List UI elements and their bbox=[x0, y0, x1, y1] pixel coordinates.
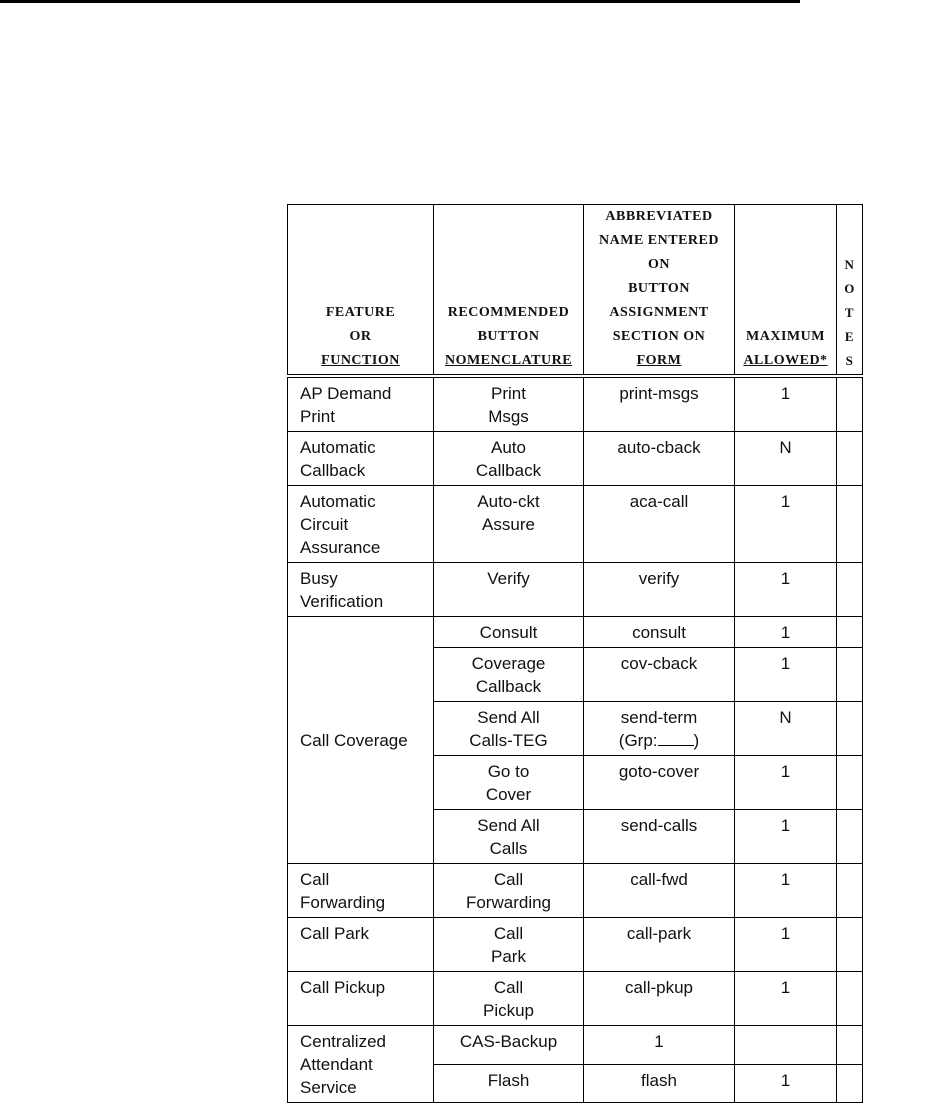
notes-cell bbox=[837, 1026, 863, 1065]
feature-cell: Call Pickup bbox=[288, 972, 434, 1026]
abbrev-cell: print-msgs bbox=[584, 376, 735, 432]
group-blank: (Grp: ) bbox=[618, 731, 700, 750]
abbrev-cell: verify bbox=[584, 563, 735, 617]
abbrev-cell: send-term (Grp: ) bbox=[584, 702, 735, 756]
table-row bbox=[288, 376, 863, 432]
feature-cell: AP Demand Print bbox=[288, 376, 434, 432]
header-feature: FEATURE OR FUNCTION bbox=[288, 205, 434, 377]
notes-cell bbox=[837, 563, 863, 617]
max-cell: 1 bbox=[735, 648, 837, 702]
max-cell: 1 bbox=[735, 376, 837, 432]
notes-cell bbox=[837, 864, 863, 918]
feature-cell-call-coverage: Call Coverage bbox=[288, 617, 434, 864]
max-cell: 1 bbox=[735, 756, 837, 810]
feature-cell: Call Park bbox=[288, 918, 434, 972]
button-cell: Flash bbox=[434, 1064, 584, 1103]
abbrev-cell: call-fwd bbox=[584, 864, 735, 918]
abbrev-cell: 1 bbox=[584, 1026, 735, 1065]
table-row bbox=[288, 432, 863, 486]
notes-cell bbox=[837, 486, 863, 563]
notes-cell bbox=[837, 756, 863, 810]
button-assignment-table bbox=[287, 204, 863, 1103]
max-cell: 1 bbox=[735, 617, 837, 648]
max-cell: N bbox=[735, 432, 837, 486]
notes-cell bbox=[837, 918, 863, 972]
abbrev-cell: flash bbox=[584, 1064, 735, 1103]
table-row bbox=[288, 486, 863, 563]
feature-cell-cas: Centralized Attendant Service bbox=[288, 1026, 434, 1103]
button-cell: Print Msgs bbox=[434, 376, 584, 432]
header-row bbox=[288, 205, 863, 377]
abbrev-cell: send-calls bbox=[584, 810, 735, 864]
button-cell: Call Pickup bbox=[434, 972, 584, 1026]
button-cell: CAS-Backup bbox=[434, 1026, 584, 1065]
button-cell: Coverage Callback bbox=[434, 648, 584, 702]
feature-cell: Automatic Circuit Assurance bbox=[288, 486, 434, 563]
notes-cell bbox=[837, 702, 863, 756]
abbrev-cell: goto-cover bbox=[584, 756, 735, 810]
button-cell: Call Forwarding bbox=[434, 864, 584, 918]
button-cell: Send All Calls bbox=[434, 810, 584, 864]
top-rule bbox=[0, 0, 800, 3]
notes-cell bbox=[837, 648, 863, 702]
table-row bbox=[288, 617, 863, 648]
button-cell: Verify bbox=[434, 563, 584, 617]
max-cell: 1 bbox=[735, 918, 837, 972]
feature-cell: Automatic Callback bbox=[288, 432, 434, 486]
header-max: MAXIMUM ALLOWED* bbox=[735, 205, 837, 377]
notes-cell bbox=[837, 972, 863, 1026]
abbrev-cell: consult bbox=[584, 617, 735, 648]
max-cell: 1 bbox=[735, 1064, 837, 1103]
max-cell: 1 bbox=[735, 563, 837, 617]
button-cell: Auto-ckt Assure bbox=[434, 486, 584, 563]
max-cell: 1 bbox=[735, 864, 837, 918]
table-row bbox=[288, 563, 863, 617]
max-cell: 1 bbox=[735, 810, 837, 864]
button-cell: Consult bbox=[434, 617, 584, 648]
notes-cell bbox=[837, 376, 863, 432]
abbrev-cell: call-park bbox=[584, 918, 735, 972]
table-row bbox=[288, 1026, 863, 1065]
header-abbrev: ABBREVIATED NAME ENTERED ON BUTTON ASSIGNMENT SECTION ON FORM bbox=[584, 205, 735, 377]
abbrev-cell: cov-cback bbox=[584, 648, 735, 702]
notes-cell bbox=[837, 1064, 863, 1103]
button-cell: Call Park bbox=[434, 918, 584, 972]
feature-cell: Busy Verification bbox=[288, 563, 434, 617]
table-row bbox=[288, 864, 863, 918]
notes-cell bbox=[837, 810, 863, 864]
abbrev-cell: aca-call bbox=[584, 486, 735, 563]
blank-line bbox=[658, 732, 694, 746]
button-cell: Go to Cover bbox=[434, 756, 584, 810]
feature-cell: Call Forwarding bbox=[288, 864, 434, 918]
abbrev-cell: call-pkup bbox=[584, 972, 735, 1026]
table-row bbox=[288, 918, 863, 972]
max-cell bbox=[735, 1026, 837, 1065]
notes-cell bbox=[837, 432, 863, 486]
max-cell: 1 bbox=[735, 972, 837, 1026]
button-cell: Send All Calls-TEG bbox=[434, 702, 584, 756]
max-cell: 1 bbox=[735, 486, 837, 563]
max-cell: N bbox=[735, 702, 837, 756]
header-button: RECOMMENDED BUTTON NOMENCLATURE bbox=[434, 205, 584, 377]
table-row bbox=[288, 972, 863, 1026]
button-cell: Auto Callback bbox=[434, 432, 584, 486]
abbrev-cell: auto-cback bbox=[584, 432, 735, 486]
header-notes: N O T E S bbox=[837, 205, 863, 377]
notes-cell bbox=[837, 617, 863, 648]
